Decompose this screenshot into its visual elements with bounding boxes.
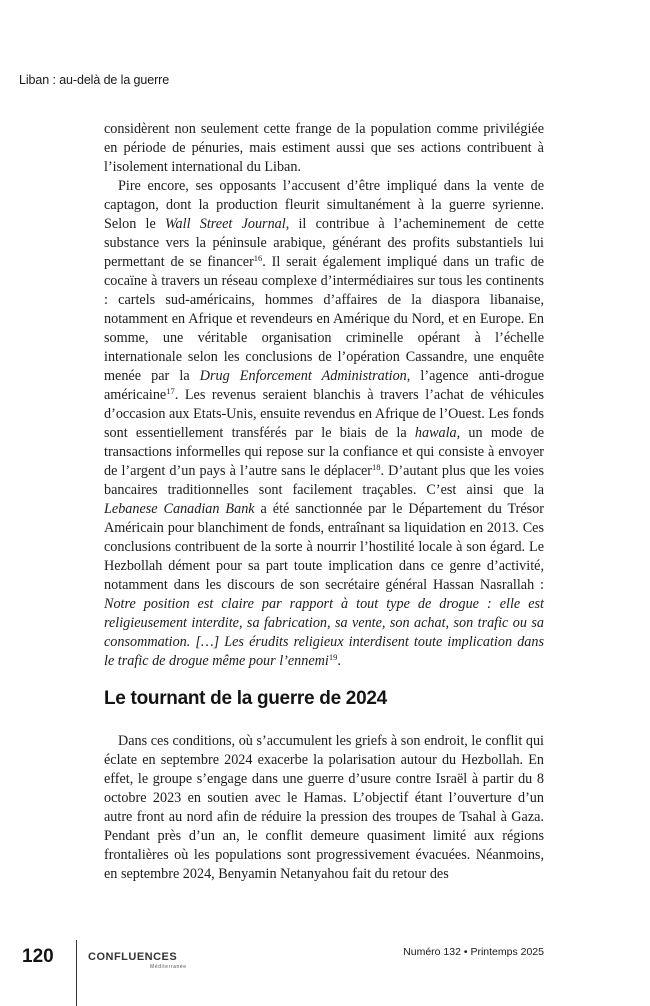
journal-logo: CONFLUENCES [88,951,178,963]
italic-wsj: Wall Street Journal [165,216,286,232]
paragraph-1: considèrent non seulement cette frange de la population comme privilégiée en période de pénuries, mais estiment aussi que ses actions contribuent à l’isolement international du Liban. [104,121,544,175]
footnote-16[interactable]: 16 [253,253,263,263]
footnote-19[interactable]: 19 [328,652,338,662]
text-run: a été sanctionnée par le Département du Trésor Américain pour blanchiment de fonds, entraînant sa liquidation en 2013. Ces conclusions contribuent de la sorte à nourrir l’hostilité locale à son égard. Le Hezbollah dément pour sa part toute implication dans ce genre d’activité, notamment dans les discours de son secrétaire général Hassan Nasrallah : [104,501,544,593]
paragraph-3: Dans ces conditions, où s’accumulent les griefs à son endroit, le conflit qui éclate en septembre 2024 exacerbe la polarisation autour du Hezbollah. En effet, le groupe s’engage dans une guerre d’usure contre Israël à partir du 8 octobre 2023 en soutien avec le Hamas. L’objectif étant l’ouverture d’un autre front au nord afin de réduire la pression des troupes de Tsahal à Gaza. Pendant près d’un an, le conflit demeure quasiment limité aux régions frontalières où les populations sont progressivement évacuées. Néanmoins, en septembre 2024, Benyamin Netanyahou fait du retour des [104,733,544,882]
section-heading: Le tournant de la guerre de 2024 [104,688,387,709]
footnote-17[interactable]: 17 [166,386,175,396]
italic-quote: Notre position est claire par rapport à tout type de drogue : elle est religieusement interdite, sa fabrication, sa vente, son achat, son trafic ou sa consommation. […] Les érudits religieux interdisent toute implication dans le trafic de drogue même pour l’ennemi [104,596,544,669]
text-run: , l’agence anti-drogue américaine [104,368,544,403]
text-run: , il contribue à l’acheminement de cette substance vers la péninsule arabique, générant des profits substantiels lui permettant de se financer [104,216,544,270]
text-run: . D’autant plus que les voies bancaires traditionnelles sont facilement traçables. C’est ainsi que la [104,463,544,498]
section-1-text [104,120,544,671]
footer-divider [76,940,77,1006]
footnote-18[interactable]: 18 [372,462,381,472]
section-2-text [104,732,544,884]
italic-lcb: Lebanese Canadian Bank [104,501,255,517]
text-run: . [337,653,341,669]
running-header: Liban : au-delà de la guerre [19,73,170,87]
issue-info: Numéro 132 • Printemps 2025 [403,946,544,958]
italic-dea: Drug Enforcement Administration [199,368,407,384]
text-run: un mode de transactions informelles qui repose sur la confiance et qui consiste à envoyer de l’argent d’un pays à l’autre sans le déplacer [104,425,544,479]
text-run: Pire encore, ses opposants l’accusent d’être impliqué dans la vente de captagon, dont la production fleurit simultanément à la guerre syrienne. Selon le [104,178,544,232]
text-run: . Les revenus seraient blanchis à travers l’achat de véhicules d’occasion aux Etats-Unis, ensuite revendus en Afrique de l’Ouest. Les fonds sont essentiellement transférés par le biais de la [104,387,544,441]
paragraph-2 [104,177,544,671]
page-number: 120 [22,946,54,967]
text-run: . Il serait également impliqué dans un trafic de cocaïne à travers un réseau complexe d’intermédiaires sur tous les continents : cartels sud-américains, hommes d’affaires de la diaspora libanaise, notamment en Afrique et revendeurs en Amérique du Nord, et en Europe. En somme, une véritable organisation criminelle opérant à l’échelle internationale selon les conclusions de l’opération Cassandre, une enquête menée par la [104,254,545,384]
journal-logo-subtitle: Méditerranée [150,964,187,970]
italic-hawala: hawala, [414,425,461,441]
